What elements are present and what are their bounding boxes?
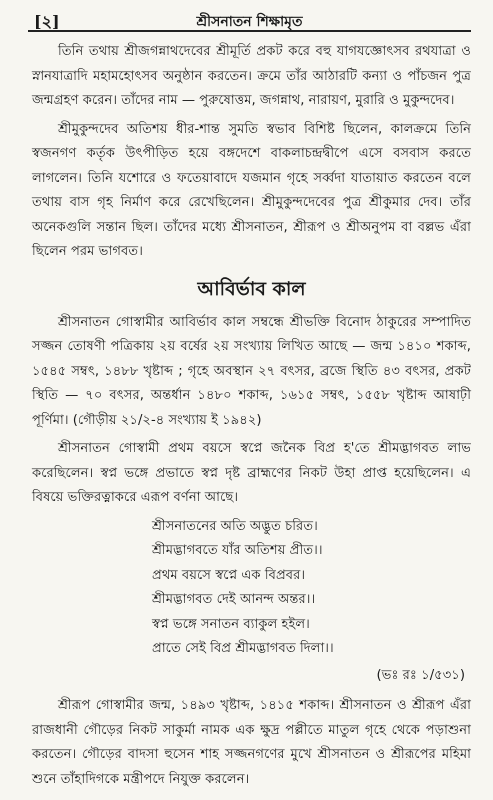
running-title: শ্রীসনাতন শিক্ষামৃত bbox=[196, 14, 303, 30]
verse-citation: (ভঃ রঃ ১/৫৩১) bbox=[376, 667, 465, 683]
paragraph: শ্রীসনাতন গোস্বামীর আবির্ভাব কাল সম্বন্ধে শ্রীভক্তি বিনোদ ঠাকুরের সম্পাদিত সজ্জন তোষণী পত্রিকায় ২য় বর্ষের ২য় সংখ্যায় লিখিত আছে — জন্ম ১৪১০ শকাব্দ, ১৫৪৫ সম্বৎ, ১৪৮৮ খৃষ্টাব্দ ; গৃহে অবস্থান ২৭ বৎসর, ব্রজে স্থিতি ৪৩ বৎসর, প্রকট স্থিতি — ৭০ বৎসর, অন্তর্ধান ১৪৮০ শকাব্দ, ১৬১৫ সম্বৎ, ১৫৫৮ খৃষ্টাব্দ আষাঢ়ী পূর্ণিমা। (গৌড়ীয় ২১/২-৪ সংখ্যায় ই ১৯৪২) bbox=[32, 314, 471, 428]
paragraph: তিনি তথায় শ্রীজগন্নাথদেবের শ্রীমূর্তি প্রকট করে বহু যাগযজ্ঞোৎসব রথযাত্রা ও স্নানযাত্রাদি মহামহোৎসব অনুষ্ঠান করতেন। ক্রমে তাঁর আঠারটি কন্যা ও পাঁচজন পুত্র জন্মগ্রহণ করেন। তাঁদের নাম — পুরুষোত্তম, জগন্নাথ, নারায়ণ, মুরারি ও মুকুন্দদেব। bbox=[32, 44, 471, 108]
verse-line: শ্রীসনাতনের অতি অদ্ভুত চরিত। bbox=[152, 518, 318, 534]
verse-line: প্রথম বয়সে স্বপ্নে এক বিপ্রবর। bbox=[152, 567, 306, 583]
paragraph: শ্রীসনাতন গোস্বামী প্রথম বয়সে স্বপ্নে জনৈক বিপ্র হ'তে শ্রীমদ্ভাগবত লাভ করেছিলেন। স্বপ্ন ভঙ্গে প্রভাতে স্বপ্ন দৃষ্ট ব্রাহ্মণের নিকট উহা প্রাপ্ত হয়েছিলেন। এ বিষয়ে ভক্তিরত্নাকরে এরূপ বর্ণনা আছে। bbox=[32, 441, 471, 505]
verse-line: স্বপ্ন ভঙ্গে সনাতন ব্যাকুল হইল। bbox=[152, 616, 310, 632]
paragraph: শ্রীরূপ গোস্বামীর জন্ম, ১৪৯৩ খৃষ্টাব্দ, ১৪১৫ শকাব্দ। শ্রীসনাতন ও শ্রীরূপ এঁরা রাজধানী গৌড়ের নিকট সাকুর্মা নামক এক ক্ষুদ্র পল্লীতে মাতুল গৃহে থেকে পড়াশুনা করতেন। গৌড়ের বাদসা হুসেন শাহ সজ্জনগণের মুখে শ্রীসনাতন ও শ্রীরূপের মহিমা শুনে তাঁহাদিগকে মন্ত্রীপদে নিযুক্ত করলেন। bbox=[32, 698, 471, 787]
verse-line: শ্রীমদ্ভাগবত দেই আনন্দ অন্তর।। bbox=[152, 592, 316, 607]
verse-block bbox=[152, 515, 471, 662]
paragraph: শ্রীমুকুন্দদেব অতিশয় ধীর-শান্ত সুমতি স্বভাব বিশিষ্ট ছিলেন, কালক্রমে তিনি স্বজনগণ কর্তৃক উৎপীড়িত হয়ে বঙ্গদেশে বাকলাচন্দ্রদ্বীপে এসে বসবাস করতে লাগলেন। তিনি যশোরে ও ফতেয়াবাদে যজমান গৃহে সর্ব্বদা যাতায়াত করতেন বলে তথায় বাস গৃহ নির্মাণ করে রেখেছিলেন। শ্রীমুকুন্দদেবের পুত্র শ্রীকুমার দেব। তাঁর অনেকগুলি সন্তান ছিল। তাঁদের মধ্যে শ্রীসনাতন, শ্রীরূপ ও শ্রীঅনুপম বা বল্লভ এঁরা ছিলেন পরম ভাগবত। bbox=[32, 121, 471, 259]
verse-line: শ্রীমদ্ভাগবতে যাঁর অতিশয় প্রীত।। bbox=[152, 543, 323, 558]
page-body bbox=[32, 40, 471, 796]
verse-line: প্রাতে সেই বিপ্র শ্রীমদ্ভাগবত দিলা।। bbox=[152, 641, 334, 656]
page-number: [২] bbox=[34, 12, 60, 31]
section-heading: আবির্ভাব কাল bbox=[197, 277, 306, 300]
page-header bbox=[28, 8, 471, 32]
